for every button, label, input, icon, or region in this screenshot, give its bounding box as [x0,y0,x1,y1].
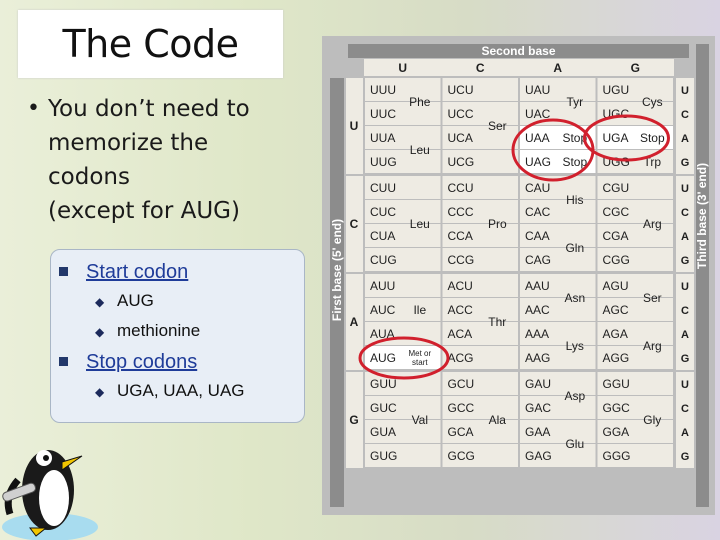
amino-acid-label: Val [411,413,429,427]
codon-label: CAA [525,229,550,243]
third-base-letter: G [680,353,690,365]
amino-acid-label: Ala [488,413,506,427]
third-base-letter: G [680,255,690,267]
codon-label: UGA [602,131,629,145]
codon-label: CGA [602,229,629,243]
square-bullet-icon [59,357,68,366]
amino-acid-label: Leu [409,143,430,157]
second-base-label: Second base [481,44,556,58]
stop-codons-list: UGA, UAA, UAG [117,381,245,400]
codon-label: UGC [602,107,630,121]
second-base-letter: A [553,61,563,75]
codon-label: GUU [370,377,397,391]
third-base-letter: U [681,281,689,293]
third-base-letter: C [681,109,689,121]
main-bullet-text [48,92,288,228]
amino-acid-label: Ile [413,303,427,317]
third-base-letter: U [681,379,689,391]
slide-title: The Code [18,10,283,78]
start-codon-value: AUG [117,291,154,310]
codon-label: CAU [525,181,551,195]
codon-label: UCU [447,83,474,97]
codon-label: GCU [447,377,475,391]
codon-label: GCG [447,449,475,463]
third-base-letter: C [681,403,689,415]
bullet-dot: • [27,96,40,121]
first-base-letter: A [349,315,359,329]
codon-label: UCA [447,131,473,145]
amino-acid-label: Ser [642,291,662,305]
codon-table-svg [322,36,715,515]
bullet-line: (except for AUG) [48,198,240,224]
codon-label: GGA [602,425,630,439]
codon-label: UGU [602,83,630,97]
codon-label: CAC [525,205,551,219]
codon-label: GGU [602,377,630,391]
codon-label: UUA [370,131,396,145]
codon-label: CUU [370,181,396,195]
codon-label: AGG [602,351,630,365]
first-base-letter: C [349,217,359,231]
amino-acid-label: Glu [565,437,585,451]
codon-label: AGC [602,303,629,317]
amino-acid-label: Gln [565,241,585,255]
amino-acid-label: Asn [564,291,586,305]
codon-label: UCG [447,155,475,169]
codon-label: CUC [370,205,396,219]
amino-acid-label: Ser [487,119,507,133]
codon-label: AAG [525,351,551,365]
amino-acid-label: Arg [642,339,662,353]
codon-label: CCG [447,253,475,267]
diamond-bullet-icon: ◆ [95,385,105,399]
codon-label: CCC [447,205,474,219]
third-base-letter: A [681,329,689,341]
codon-label: GAC [525,401,552,415]
amino-acid-label: Gly [643,413,662,427]
third-base-letter: A [681,231,689,243]
amino-acid-label: Leu [409,217,430,231]
amino-acid-label: Lys [565,339,584,353]
codon-label: UUG [370,155,397,169]
bullet-line: memorize the [48,130,209,156]
first-base-letter: G [349,413,359,427]
codon-label: CCA [447,229,473,243]
codon-label: AUG [370,351,397,365]
codon-label: UUC [370,107,396,121]
amino-acid-label: Trp [643,155,662,169]
first-base-label: First base (5' end) [330,218,344,322]
codon-label: AGU [602,279,629,293]
second-base-letter: U [398,61,408,75]
third-base-letter: G [680,451,690,463]
bullet-line: You don’t need to [48,96,250,122]
codon-label: AUC [370,303,396,317]
amino-acid-label: His [566,193,584,207]
amino-acid-label: Arg [642,217,662,231]
codon-label: UAA [525,131,550,145]
amino-acid-label: start [412,358,428,367]
codon-label: UAU [525,83,551,97]
amino-acid-label: Stop [562,155,588,169]
amino-acid-label: Phe [409,95,431,109]
third-base-letter: A [681,427,689,439]
codon-label: GAG [525,449,552,463]
codon-label: AGA [602,327,628,341]
codon-label: CUG [370,253,397,267]
codon-label: GUC [370,401,397,415]
third-base-letter: G [680,157,690,169]
square-bullet-icon [59,267,68,276]
amino-acid-label: Stop [562,131,588,145]
codon-label: ACC [447,303,473,317]
codon-label: AUA [370,327,395,341]
codon-label: CGU [602,181,630,195]
amino-acid-label: Cys [641,95,663,109]
amino-acid-label: Stop [639,131,665,145]
third-base-header [696,44,709,507]
stop-codons-link[interactable]: Stop codons [86,351,198,373]
codon-label: GUA [370,425,397,439]
codon-label: ACA [447,327,473,341]
amino-acid-label: Tyr [566,95,584,109]
codon-table [322,36,715,515]
codon-label: AAU [525,279,550,293]
codon-label: AUU [370,279,396,293]
penguin-mascot-icon [0,432,106,540]
codon-label: GGC [602,401,630,415]
codon-label: UGG [602,155,630,169]
bullet-line: codons [48,164,130,190]
codon-label: GAA [525,425,551,439]
third-base-letter: A [681,133,689,145]
diamond-bullet-icon: ◆ [95,325,105,339]
second-base-letter: G [630,61,640,75]
codon-label: AAA [525,327,550,341]
start-codon-link[interactable]: Start codon [86,261,189,283]
codon-label: UAC [525,107,551,121]
amino-acid-label: Asp [564,389,586,403]
codon-label: CCU [447,181,474,195]
second-base-letter: C [475,61,485,75]
diamond-bullet-icon: ◆ [95,295,105,309]
codon-label: CGG [602,253,630,267]
codon-label: ACU [447,279,473,293]
amino-acid-label: Met or [408,349,432,358]
start-codon-amino-acid: methionine [117,321,201,340]
codon-label: GUG [370,449,398,463]
amino-acid-label: Pro [487,217,507,231]
codon-label: GGG [602,449,631,463]
codon-label: ACG [447,351,474,365]
amino-acid-label: Thr [488,315,507,329]
second-base-letter-row [364,59,674,76]
first-base-letter: U [349,119,359,133]
codon-label: AAC [525,303,550,317]
third-base-letter: C [681,305,689,317]
third-base-letter: U [681,85,689,97]
codon-label: GAU [525,377,552,391]
codon-label: UAG [525,155,552,169]
codon-label: GCC [447,401,475,415]
codon-label: CGC [602,205,630,219]
codon-label: GCA [447,425,474,439]
codon-label: UUU [370,83,396,97]
third-base-letter: U [681,183,689,195]
codon-label: UCC [447,107,474,121]
codon-label: CAG [525,253,552,267]
codon-label: CUA [370,229,396,243]
third-base-label: Third base (3' end) [695,162,709,270]
third-base-letter: C [681,207,689,219]
